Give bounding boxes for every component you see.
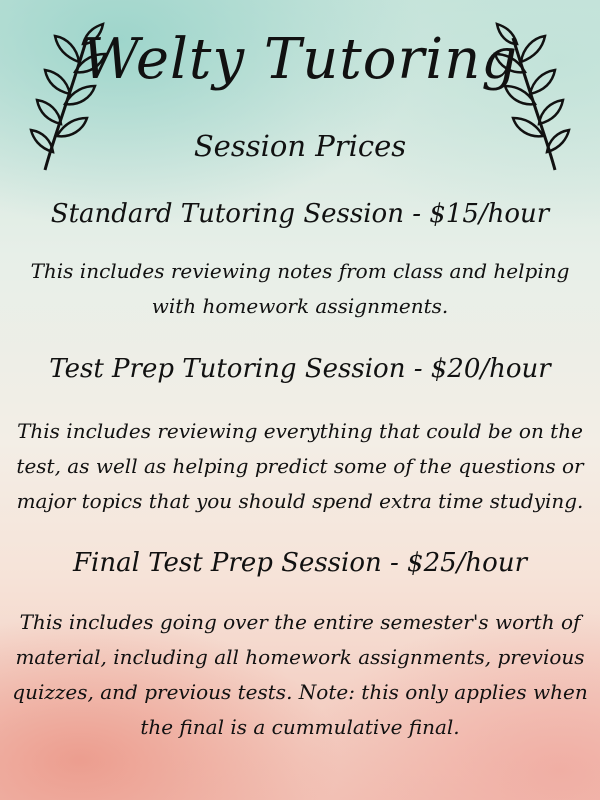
page-subtitle: Session Prices xyxy=(193,129,407,163)
page-title: Welty Tutoring xyxy=(81,27,519,92)
standard-session-description: This includes reviewing notes from class and helping with homework assignments. xyxy=(30,259,570,318)
final-test-prep-session-title: Final Test Prep Session - $25/hour xyxy=(72,548,528,578)
standard-session-title: Standard Tutoring Session - $15/hour xyxy=(50,199,550,229)
test-prep-session-title: Test Prep Tutoring Session - $20/hour xyxy=(49,354,551,384)
final-test-prep-session-description: This includes going over the entire semester's worth of material, including all homework assignments, previous quizzes, and previous tests. Note: this only applies when the final is a cummulative final. xyxy=(12,610,588,739)
test-prep-session-description: This includes reviewing everything that could be on the test, as well as helping predict some of the questions or major topics that you should spend extra time studying. xyxy=(16,419,584,513)
